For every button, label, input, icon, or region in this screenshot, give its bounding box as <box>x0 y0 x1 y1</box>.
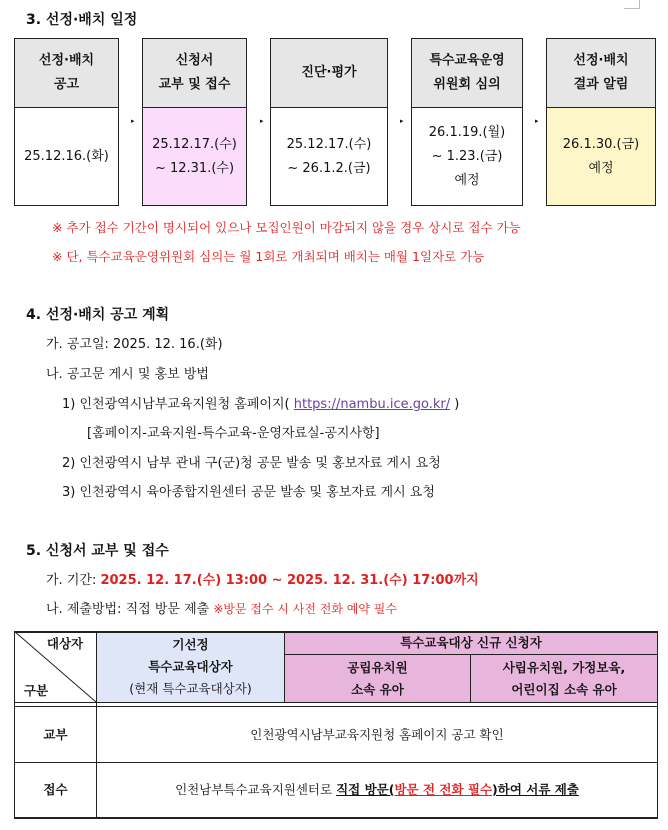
receive-suffix: )하여 서류 제출 <box>492 782 579 797</box>
section5-title: 5. 신청서 교부 및 접수 <box>26 543 169 559</box>
section3-title: 3. 선정·배치 일정 <box>26 12 138 28</box>
receive-visit: 직접 방문( <box>336 782 395 797</box>
step-body-line: ~ 26.1.2.(금) <box>287 160 371 176</box>
row-receive-label: 접수 <box>43 782 68 797</box>
step-head-line: 교부 및 접수 <box>158 77 231 92</box>
method-label: 나. 제출방법: 직접 방문 제출 <box>46 602 210 617</box>
col-existing-line: 기선정 <box>172 637 209 652</box>
note-committee-monthly: ※ 단, 특수교육운영위원회 심의는 월 1회로 개최되며 배치는 매월 1일자로 가능 <box>52 249 485 264</box>
step-head <box>271 39 387 108</box>
step-body-line: ~ 1.23.(금) <box>431 148 503 164</box>
col-public <box>285 655 470 702</box>
corner-category: 구분 <box>23 683 49 698</box>
col-existing-line: (현재 특수교육대상자) <box>129 681 252 696</box>
row-issue-label: 교부 <box>43 726 68 742</box>
application-period <box>46 569 479 588</box>
receive-phone-required: 방문 전 전화 필수 <box>394 782 493 797</box>
step-head-line: 결과 알림 <box>573 77 629 92</box>
step-head <box>547 39 655 108</box>
period-value: 2025. 12. 17.(수) 13:00 ~ 2025. 12. 31.(수) 17:00까지 <box>100 573 479 588</box>
note-additional-intake: ※ 추가 접수 기간이 명시되어 있으나 모집인원이 마감되지 않을 경우 상시로 접수 가능 <box>52 220 521 235</box>
col-existing <box>97 632 284 702</box>
step-body <box>143 108 246 205</box>
step-head <box>143 39 246 108</box>
step-head <box>15 39 118 108</box>
col-public-line: 공립유치원 <box>347 659 408 675</box>
row-receive-content <box>97 763 657 817</box>
receive-prefix: 인천남부특수교육지원센터로 <box>175 782 333 797</box>
step-committee <box>411 38 523 206</box>
step-body <box>271 108 387 205</box>
step-head <box>412 39 522 108</box>
col-public-line: 소속 유아 <box>351 681 404 697</box>
arrow-right-icon: ▸ <box>535 117 539 125</box>
step-body <box>15 108 118 205</box>
row-issue-content: 인천광역시남부교육지원청 홈페이지 공고 확인 <box>250 726 504 742</box>
step-body-line: 25.12.17.(수) <box>286 136 372 152</box>
homepage-path: [홈페이지-교육지원-특수교육-운영자료실-공지사항] <box>87 426 380 441</box>
col-private-line: 어린이집 소속 유아 <box>511 681 617 697</box>
submission-method <box>46 598 397 617</box>
corner-target: 대상자 <box>46 636 84 651</box>
arrow-right-icon: ▸ <box>131 117 135 125</box>
announce-date: 가. 공고일: 2025. 12. 16.(화) <box>46 337 223 352</box>
col-new-header: 특수교육대상 신규 신청자 <box>400 635 542 650</box>
arrow-right-icon: ▸ <box>400 117 404 125</box>
step-body-line: 25.12.16.(화) <box>24 148 109 164</box>
step-application <box>142 38 247 206</box>
application-table <box>14 631 658 818</box>
step-assessment <box>270 38 388 206</box>
method-homepage-close: ) <box>454 397 460 412</box>
step-body-line: 26.1.30.(금) <box>562 136 640 152</box>
method-homepage <box>62 393 459 412</box>
step-body-line: 25.12.17.(수) <box>152 136 237 152</box>
method-district-office: 2) 인천광역시 남부 관내 구(군)청 공문 발송 및 홍보자료 게시 요청 <box>62 456 441 471</box>
homepage-link[interactable]: https://nambu.ice.go.kr/ <box>293 397 451 412</box>
period-label: 가. 기간: <box>46 573 97 588</box>
step-head-line: 공고 <box>53 77 80 92</box>
col-private-line: 사립유치원, 가정보육, <box>502 659 626 675</box>
page-corner-mark <box>624 0 640 9</box>
announce-method: 나. 공고문 게시 및 홍보 방법 <box>46 367 209 382</box>
step-body <box>547 108 655 205</box>
step-body-line: ~ 12.31.(수) <box>154 160 235 176</box>
method-note: ※방문 접수 시 사전 전화 예약 필수 <box>213 602 397 616</box>
arrow-right-icon: ▸ <box>260 117 264 125</box>
method-childcare-center: 3) 인천광역시 육아종합지원센터 공문 발송 및 홍보자료 게시 요청 <box>62 485 435 500</box>
step-body <box>412 108 522 205</box>
step-head-line: 선정·배치 <box>573 53 629 68</box>
step-head-line: 특수교육운영 <box>429 53 505 68</box>
step-announce <box>14 38 119 206</box>
step-head-line: 위원회 심의 <box>433 77 501 92</box>
step-head-line: 신청서 <box>175 53 214 68</box>
section4-title: 4. 선정·배치 공고 계획 <box>26 307 170 323</box>
col-existing-line: 특수교육대상자 <box>148 659 233 674</box>
step-body-line: 26.1.19.(월) <box>428 124 506 140</box>
step-result <box>546 38 656 206</box>
step-head-line: 진단·평가 <box>301 65 357 80</box>
col-private <box>471 655 657 702</box>
step-body-line: 예정 <box>454 172 480 188</box>
step-body-line: 예정 <box>588 160 614 176</box>
method-homepage-text: 1) 인천광역시남부교육지원청 홈페이지( <box>62 397 290 412</box>
step-head-line: 선정·배치 <box>38 53 95 68</box>
